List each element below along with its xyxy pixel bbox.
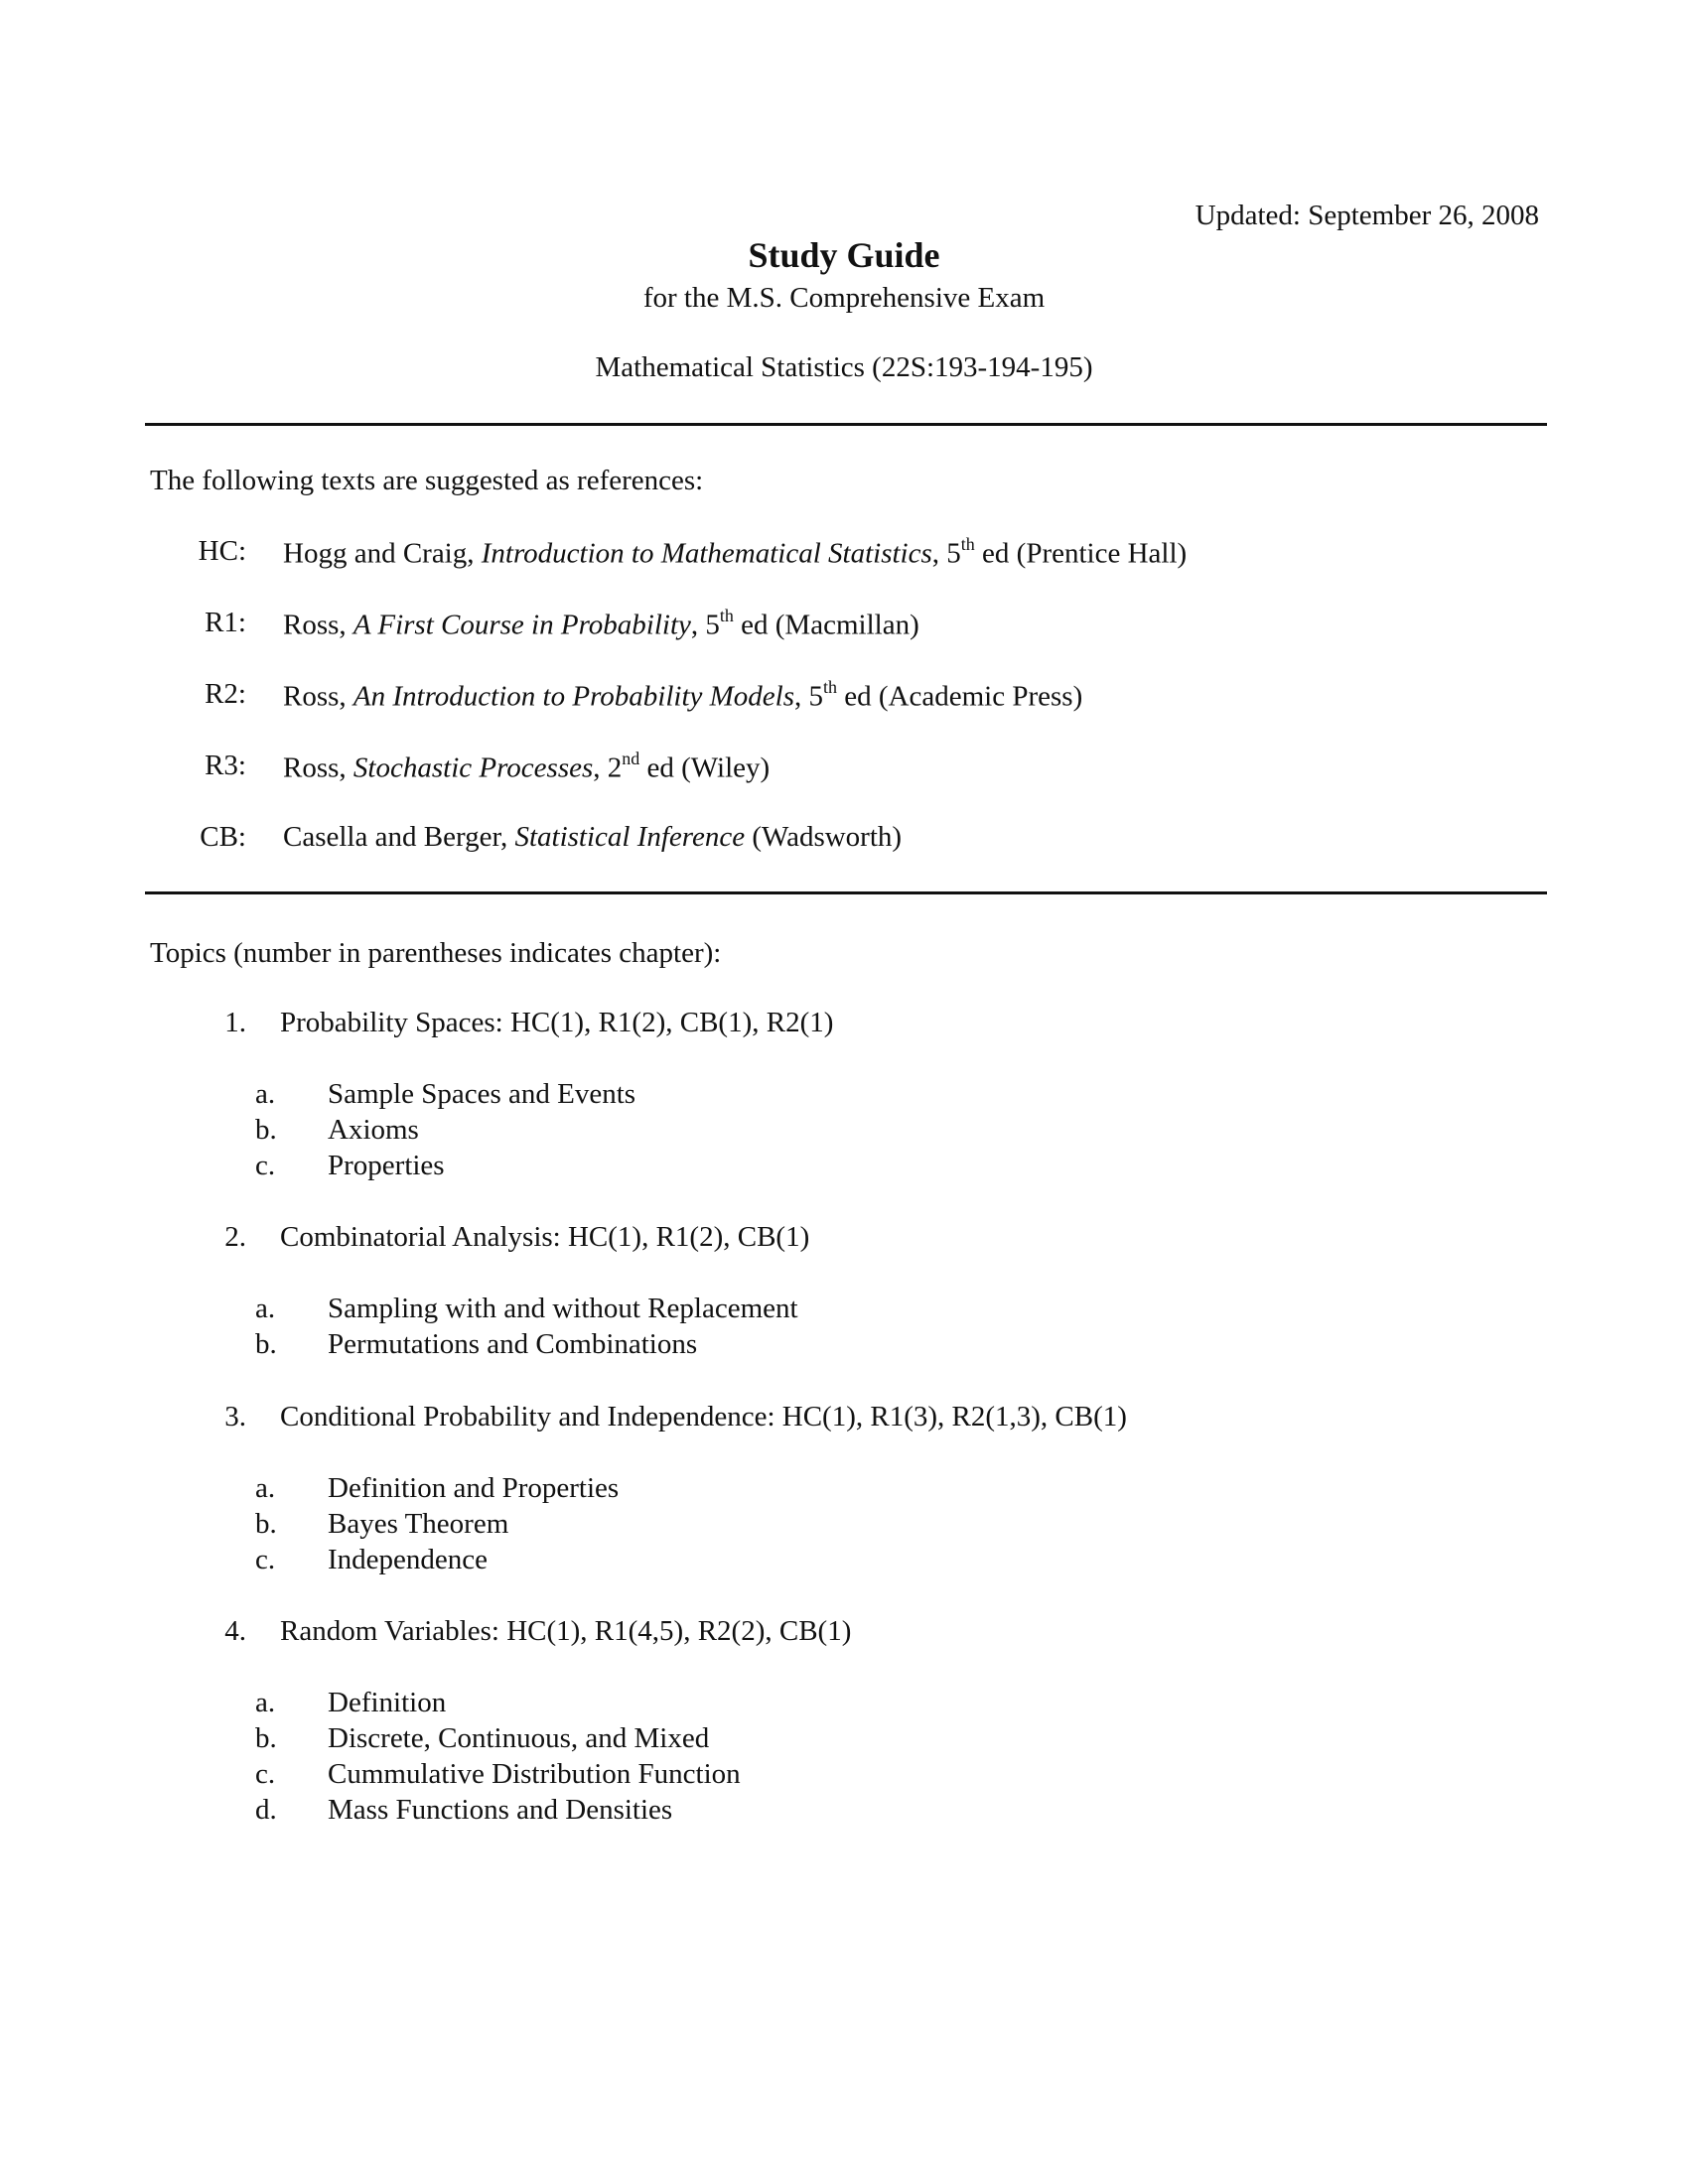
topic-number: 1. (224, 1007, 246, 1038)
subtopic-letter: c. (255, 1758, 276, 1790)
subtopic-item: Sample Spaces and Events (328, 1078, 636, 1110)
subtopic-item: Definition and Properties (328, 1472, 620, 1504)
reference-edition-suffix: nd (622, 749, 640, 768)
reference-edition-suffix: th (719, 606, 734, 625)
reference-publisher: ed (Academic Press) (837, 680, 1083, 713)
subtopic-item: Bayes Theorem (328, 1508, 509, 1540)
reference-edition: 5 (705, 609, 720, 641)
reference-publisher: ed (Macmillan) (733, 609, 919, 641)
reference-separator: , (794, 680, 809, 713)
reference-code: HC: (198, 535, 246, 567)
reference-entry (283, 751, 770, 783)
divider-middle (145, 891, 1547, 894)
subtopic-item: Properties (328, 1150, 445, 1181)
reference-author: Ross, (283, 680, 353, 713)
subtopic-letter: b. (255, 1114, 277, 1146)
subtopic-item: Axioms (328, 1114, 419, 1146)
reference-title: Stochastic Processes (352, 751, 594, 784)
reference-entry (283, 823, 902, 852)
course-name: Mathematical Statistics (22S:193-194-195) (595, 351, 1093, 383)
subtopic-letter: a. (255, 1078, 276, 1110)
subtopic-letter: a. (255, 1472, 276, 1504)
reference-edition: 5 (808, 680, 823, 713)
reference-separator: , (690, 609, 706, 641)
reference-title: An Introduction to Probability Models (352, 680, 794, 713)
subtopic-item: Discrete, Continuous, and Mixed (328, 1722, 710, 1754)
topic-heading: Random Variables: HC(1), R1(4,5), R2(2), CB(1) (280, 1615, 852, 1647)
subtopic-item: Permutations and Combinations (328, 1328, 698, 1360)
reference-entry (283, 677, 1083, 713)
references-intro: The following texts are suggested as references: (150, 465, 704, 496)
reference-author: Hogg and Craig, (283, 537, 482, 570)
subtopic-letter: d. (255, 1794, 277, 1826)
subtopic-item: Mass Functions and Densities (328, 1794, 673, 1826)
reference-code: R2: (205, 678, 246, 710)
reference-separator: , (931, 537, 947, 570)
topic-heading: Conditional Probability and Independence: HC(1), R1(3), R2(1,3), CB(1) (280, 1401, 1127, 1433)
updated-date: Updated: September 26, 2008 (1195, 200, 1539, 231)
topic-heading: Probability Spaces: HC(1), R1(2), CB(1), R2(1) (280, 1007, 834, 1038)
subtopic-letter: b. (255, 1508, 277, 1540)
subtopic-letter: c. (255, 1150, 276, 1181)
divider-top (145, 423, 1547, 426)
reference-edition: 2 (607, 751, 623, 784)
reference-code: CB: (200, 821, 246, 853)
page-title: Study Guide (748, 235, 940, 275)
reference-code: R1: (205, 607, 246, 638)
reference-edition-suffix: th (960, 534, 975, 554)
topics-intro: Topics (number in parentheses indicates chapter): (150, 937, 722, 969)
subtopic-item: Definition (328, 1687, 447, 1718)
reference-author: Casella and Berger, (283, 821, 515, 853)
reference-entry (283, 606, 919, 641)
reference-publisher: (Wadsworth) (745, 821, 903, 853)
reference-author: Ross, (283, 609, 353, 641)
subtopic-letter: a. (255, 1293, 276, 1324)
topic-number: 3. (224, 1401, 246, 1433)
topic-heading: Combinatorial Analysis: HC(1), R1(2), CB(1) (280, 1221, 810, 1253)
reference-entry (283, 534, 1188, 570)
subtopic-letter: a. (255, 1687, 276, 1718)
subtopic-item: Independence (328, 1544, 489, 1575)
reference-author: Ross, (283, 751, 353, 784)
reference-code: R3: (205, 750, 246, 781)
reference-publisher: ed (Wiley) (639, 751, 771, 784)
subtopic-letter: b. (255, 1722, 277, 1754)
reference-title: Introduction to Mathematical Statistics (481, 537, 932, 570)
subtopic-letter: c. (255, 1544, 276, 1575)
reference-separator: , (593, 751, 608, 784)
subtopic-item: Cummulative Distribution Function (328, 1758, 741, 1790)
reference-title: Statistical Inference (514, 821, 746, 853)
page-subtitle: for the M.S. Comprehensive Exam (642, 282, 1046, 314)
subtopic-item: Sampling with and without Replacement (328, 1293, 798, 1324)
topic-number: 4. (224, 1615, 246, 1647)
reference-edition-suffix: th (823, 677, 838, 697)
topic-number: 2. (224, 1221, 246, 1253)
reference-publisher: ed (Prentice Hall) (974, 537, 1188, 570)
subtopic-letter: b. (255, 1328, 277, 1360)
reference-title: A First Course in Probability (352, 609, 691, 641)
reference-edition: 5 (946, 537, 961, 570)
